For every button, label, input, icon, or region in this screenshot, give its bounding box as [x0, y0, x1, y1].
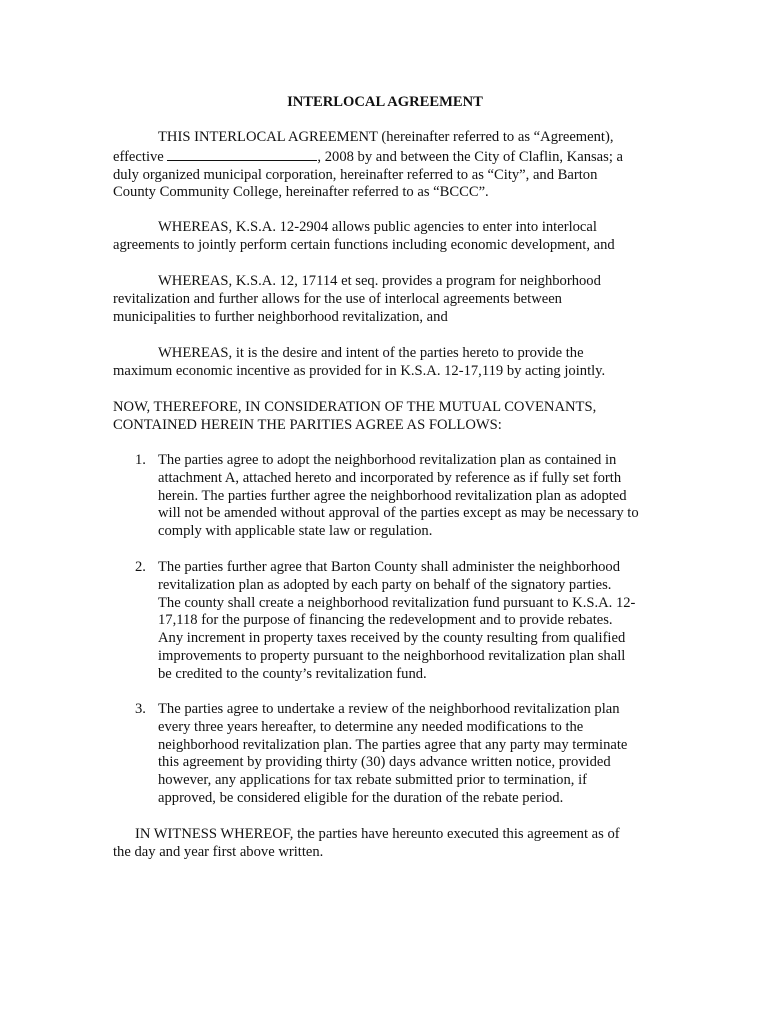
list-item-line: Any increment in property taxes received by the county resulting from qualified — [158, 630, 626, 647]
effective-date-blank — [167, 147, 317, 161]
list-item-text — [158, 559, 661, 684]
list-item-line: attachment A, attached hereto and incorporated by reference as if fully set forth — [158, 469, 622, 486]
whereas-3-line-2: maximum economic incentive as provided for in K.S.A. 12-17,119 by acting jointly. — [113, 362, 606, 379]
list-item-line: this agreement by providing thirty (30) days advance written notice, provided — [158, 754, 611, 771]
list-item-number: 1. — [135, 452, 146, 468]
list-item-number: 2. — [135, 559, 146, 575]
list-item-line: comply with applicable state law or regulation. — [158, 523, 433, 540]
list-item-line: 17,118 for the purpose of financing the redevelopment and to provide rebates. — [158, 612, 613, 629]
witness-paragraph — [113, 826, 661, 862]
list-item-line: The parties agree to adopt the neighborhood revitalization plan as contained in — [158, 452, 617, 468]
document-title: INTERLOCAL AGREEMENT — [287, 94, 483, 110]
whereas-paragraph-3 — [113, 345, 661, 381]
intro-line-3: duly organized municipal corporation, hereinafter referred to as “City”, and Barton — [113, 166, 598, 183]
list-item-line: however, any applications for tax rebate submitted prior to termination, if — [158, 772, 587, 789]
intro-line-2-rest: , 2008 by and between the City of Claflin, Kansas; a — [317, 148, 624, 165]
whereas-paragraph-1 — [113, 219, 661, 255]
whereas-2-line-1: WHEREAS, K.S.A. 12, 17114 et seq. provides a program for neighborhood — [158, 273, 601, 289]
whereas-3-line-1: WHEREAS, it is the desire and intent of the parties hereto to provide the — [158, 345, 584, 361]
whereas-2-line-3: municipalities to further neighborhood revitalization, and — [113, 308, 448, 325]
list-item-line: improvements to property pursuant to the neighborhood revitalization plan shall — [158, 647, 626, 664]
now-therefore-line-2: CONTAINED HEREIN THE PARITIES AGREE AS FOLLOWS: — [113, 416, 502, 433]
list-item-number: 3. — [135, 701, 146, 717]
list-item-line: approved, be considered eligible for the duration of the rebate period. — [158, 789, 564, 806]
list-item-line: neighborhood revitalization plan. The parties agree that any party may terminate — [158, 736, 628, 753]
intro-line-4: County Community College, hereinafter referred to as “BCCC”. — [113, 184, 489, 201]
now-therefore-line-1: NOW, THEREFORE, IN CONSIDERATION OF THE MUTUAL COVENANTS, — [113, 399, 597, 415]
whereas-paragraph-2 — [113, 273, 661, 326]
whereas-1-line-1: WHEREAS, K.S.A. 12-2904 allows public agencies to enter into interlocal — [158, 219, 597, 235]
list-item-text — [158, 701, 661, 808]
whereas-1-line-2: agreements to jointly perform certain functions including economic development, and — [113, 236, 615, 253]
list-item-line: revitalization plan as adopted by each party on behalf of the signatory parties. — [158, 576, 612, 593]
intro-effective-label: effective — [113, 148, 168, 165]
witness-line-1: IN WITNESS WHEREOF, the parties have hereunto executed this agreement as of — [135, 826, 620, 842]
list-item-line: The county shall create a neighborhood revitalization fund pursuant to K.S.A. 12- — [158, 594, 636, 611]
intro-line-1: THIS INTERLOCAL AGREEMENT (hereinafter referred to as “Agreement), — [158, 129, 614, 145]
list-item-line: every three years hereafter, to determine any needed modifications to the — [158, 718, 584, 735]
witness-line-2: the day and year first above written. — [113, 843, 324, 860]
intro-paragraph — [113, 129, 661, 202]
list-item-line: The parties agree to undertake a review of the neighborhood revitalization plan — [158, 701, 620, 717]
list-item-text — [158, 452, 661, 541]
intro-line-2 — [113, 147, 661, 167]
now-therefore-paragraph — [113, 399, 661, 435]
list-item-line: be credited to the county’s revitalization fund. — [158, 665, 427, 682]
list-item-line: The parties further agree that Barton County shall administer the neighborhood — [158, 559, 621, 575]
whereas-2-line-2: revitalization and further allows for the use of interlocal agreements between — [113, 290, 562, 307]
list-item-line: will not be amended without approval of the parties except as may be necessary to — [158, 505, 639, 522]
list-item-line: herein. The parties further agree the neighborhood revitalization plan as adopted — [158, 487, 627, 504]
